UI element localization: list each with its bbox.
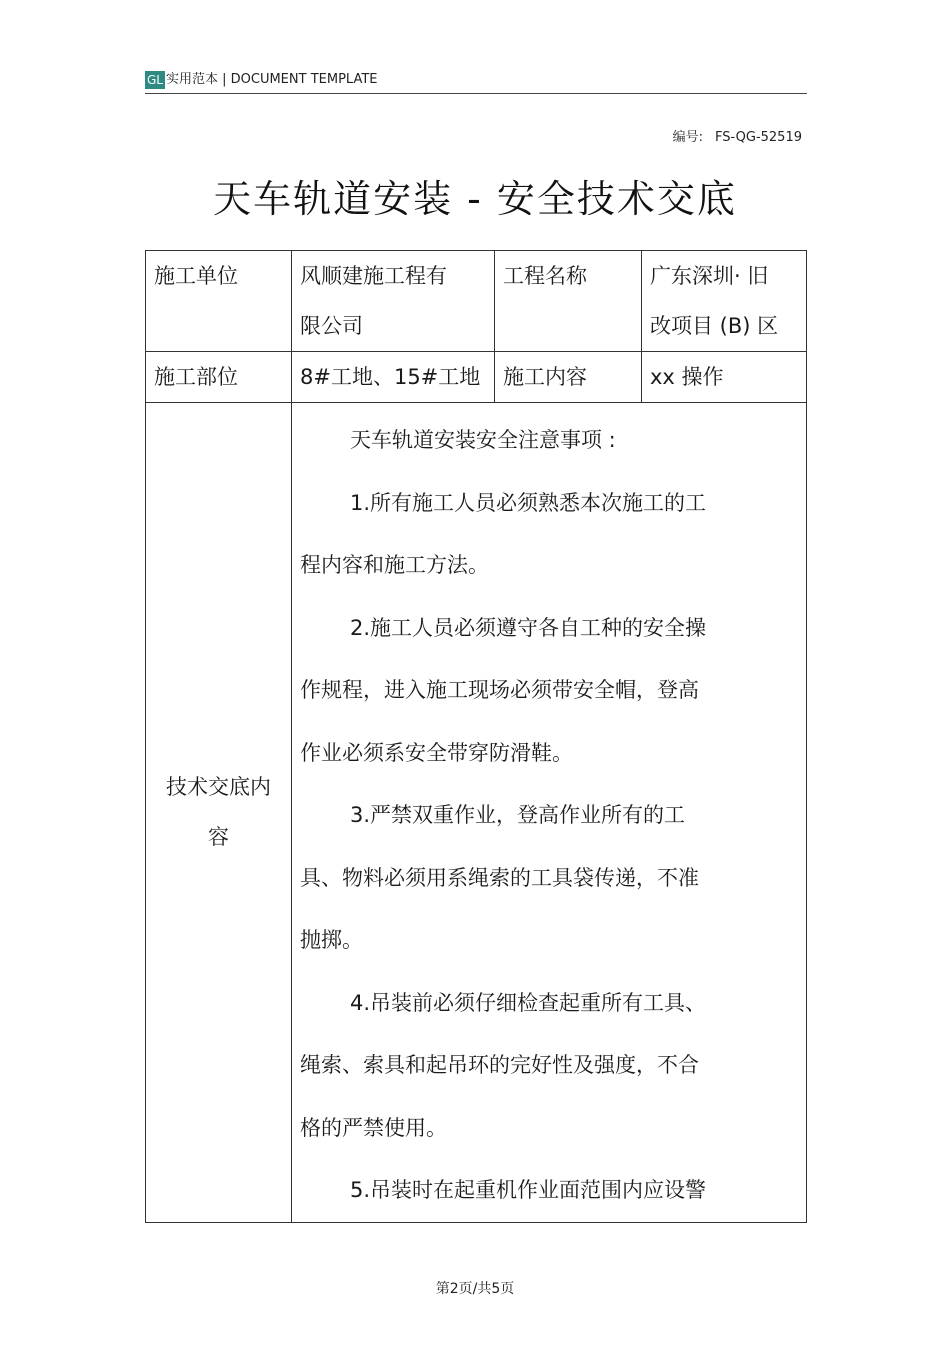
project-value-line2: 改项目 (B) 区 xyxy=(650,314,779,338)
logo: GL xyxy=(147,73,163,87)
briefing-label-line2: 容 xyxy=(208,825,229,850)
briefing-label-cell xyxy=(146,403,292,1223)
document-number-value: FS-QG-52519 xyxy=(714,130,802,145)
briefing-content-cell xyxy=(292,403,807,1223)
safety-briefing-table xyxy=(145,250,807,1223)
briefing-line: 具、物料必须用系绳索的工具袋传递，不准 xyxy=(300,865,699,890)
site-label-cell xyxy=(146,352,292,403)
table-row xyxy=(146,352,807,403)
briefing-line: 2.施工人员必须遵守各自工种的安全操 xyxy=(350,615,707,640)
briefing-line: 1.所有施工人员必须熟悉本次施工的工 xyxy=(350,490,707,515)
unit-value-line1: 风顺建施工程有 xyxy=(300,264,447,288)
project-label-cell xyxy=(495,251,642,352)
unit-label: 施工单位 xyxy=(154,264,238,288)
content-value-cell xyxy=(642,352,807,403)
project-value-line1: 广东深圳· 旧 xyxy=(650,264,769,288)
page-header xyxy=(145,70,807,94)
project-label: 工程名称 xyxy=(503,264,587,288)
briefing-line: 格的严禁使用。 xyxy=(300,1115,447,1140)
site-value: 8#工地、15#工地 xyxy=(300,365,481,389)
briefing-line: 4.吊装前必须仔细检查起重所有工具、 xyxy=(350,990,707,1015)
content-label-cell xyxy=(495,352,642,403)
site-label: 施工部位 xyxy=(154,365,238,389)
table-row xyxy=(146,403,807,1223)
briefing-line: 作业必须系安全带穿防滑鞋。 xyxy=(300,740,573,765)
content-label: 施工内容 xyxy=(503,365,587,389)
briefing-line: 3.严禁双重作业，登高作业所有的工 xyxy=(350,803,686,827)
briefing-line: 抛掷。 xyxy=(300,928,363,952)
unit-value-cell xyxy=(292,251,495,352)
briefing-line: 5.吊装时在起重机作业面范围内应设警 xyxy=(350,1178,707,1202)
briefing-line: 绳索、索具和起吊环的完好性及强度，不合 xyxy=(300,1053,699,1077)
document-number-label: 编号: xyxy=(672,130,703,145)
page-footer: 第2页/共5页 xyxy=(435,1281,515,1297)
header-tagline: 实用范本 | DOCUMENT TEMPLATE xyxy=(165,72,378,87)
page-title: 天车轨道安装 - 安全技术交底 xyxy=(213,177,737,221)
briefing-label-line1: 技术交底内 xyxy=(166,775,271,800)
table-row xyxy=(146,251,807,352)
unit-value-line2: 限公司 xyxy=(300,314,363,338)
site-value-cell xyxy=(292,352,495,403)
briefing-heading: 天车轨道安装安全注意事项 : xyxy=(350,428,616,452)
project-value-cell xyxy=(642,251,807,352)
document-number xyxy=(673,126,802,145)
briefing-line: 程内容和施工方法。 xyxy=(300,553,489,577)
content-value: xx 操作 xyxy=(650,365,724,389)
unit-label-cell xyxy=(146,251,292,352)
briefing-line: 作规程，进入施工现场必须带安全帽，登高 xyxy=(300,678,699,702)
